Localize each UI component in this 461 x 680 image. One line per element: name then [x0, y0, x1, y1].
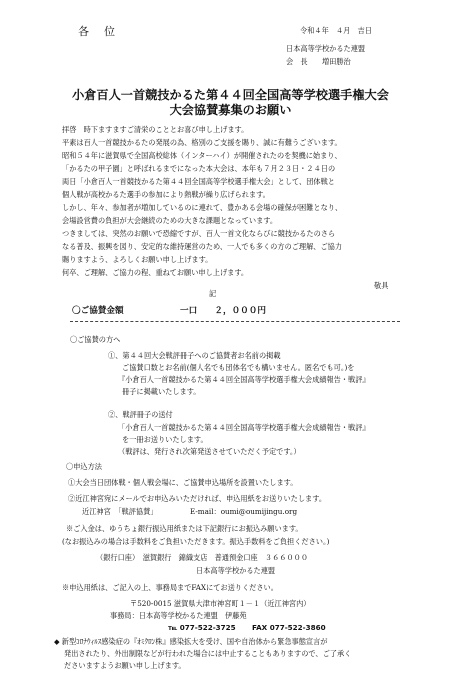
greeting-line: 「かるたの甲子園」と呼ばれるまでになった本大会は、本年も７月２３日・２４日の — [62, 164, 336, 173]
chair-name: 会 長 増田勝治 — [286, 57, 351, 66]
amount-label: 〇ご協賛金額 — [72, 306, 124, 316]
bank-account: （銀行口座） 滋賀銀行 錦織支店 普通預金口座 ３６６０００ — [96, 553, 309, 562]
greeting-line: 拝啓 時下ますますご清栄のこととお喜び申し上げます。 — [62, 125, 249, 134]
benefit-1-line: 冊子に掲載いたします。 — [122, 387, 201, 396]
benefits-heading: 〇ご協賛の方へ — [70, 335, 121, 344]
apply-email[interactable]: E-mail：oumi@oumijingu.org — [190, 507, 298, 516]
apply-line-2: ②近江神宮宛にメールでお申込みいただければ、申込用紙をお送りいたします。 — [68, 494, 327, 503]
greeting-line: 何卒、ご理解、ご協力の程、重ねてお願い申し上げます。 — [62, 268, 249, 277]
title-line-2: 大会協賛募集のお願い — [169, 103, 292, 117]
benefit-1-line: 『小倉百人一首競技かるた第４４回全国高等学校選手権大会成績報告・戦評』 — [118, 375, 370, 384]
addressee: 各 位 — [78, 25, 117, 38]
apply-fee-note: (なお振込みの場合は手数料をご負担いただきます。振込手数料をご負担ください。) — [62, 537, 330, 546]
apply-payment-note: ※ご入金は、ゆうちょ銀行振込用紙または下記銀行にお振込み願います。 — [66, 524, 303, 533]
greeting-line: 賜りますよう、よろしくお願い申し上げます。 — [62, 255, 213, 264]
benefit-2-title: ②、戦評冊子の送付 — [108, 410, 173, 419]
greeting-line: 個人戦が高校かるた選手の参加により熱戦が繰り広げられます。 — [62, 190, 270, 199]
apply-line-1: ①大会当日団体戦・個人戦会場に、ご協賛申込場所を設置いたします。 — [68, 478, 298, 487]
office-tel: ℡ 077-522-3725 — [168, 623, 236, 632]
greeting-line: 会場設営費の負担が大会継続のための大きな課題となっています。 — [62, 216, 278, 225]
issue-date: 令和４年 ４月 吉日 — [300, 26, 372, 35]
benefit-2-line: を一冊お送りいたします。 — [122, 435, 208, 444]
office-label: 事務局：日本高等学校かるた連盟 伊藤苑 — [110, 611, 247, 620]
greeting-line: なる普及、振興を図り、安定的な維持運営のため、一人でも多くの方のご理解、ご協力 — [62, 242, 343, 251]
title-line-1: 小倉百人一首競技かるた第４４回全国高等学校選手権大会 — [72, 88, 389, 102]
bank-holder: 日本高等学校かるた連盟 — [196, 566, 276, 575]
greeting-line: 両日「小倉百人一首競技かるた第４４回全国高等学校選手権大会」として、団体戦と — [62, 177, 335, 186]
notice-line: ◆ 新型ｺﾛﾅｳｨﾙｽ感染症の『ｵﾐｸﾛﾝ株』感染拡大を受け、国や自治体から緊急事態宣言が — [54, 637, 328, 646]
organization-name: 日本高等学校かるた連盟 — [286, 44, 366, 53]
closing-word: 敬具 — [374, 281, 389, 290]
benefit-1-line: ご協賛口数とお名前(個人名でも団体名でも構いません。匿名でも可。)を — [122, 363, 355, 372]
greeting-line: しかし、年々、参加者が増加しているのに連れて、豊かある会場の確保が困難となり、 — [62, 203, 343, 212]
benefit-2-line: 「小倉百人一首競技かるた第４４回全国高等学校選手権大会成績報告・戦評』 — [118, 423, 370, 432]
office-fax: FAX 077-522-3860 — [252, 623, 326, 632]
apply-form-note: ※申込用紙は、ご記入の上、事務局までFAXにてお送りください。 — [62, 583, 278, 592]
notice-line: ださいますようお願い申し上げます。 — [64, 661, 186, 670]
apply-heading: 〇申込方法 — [66, 462, 102, 471]
apply-contact-label: 近江神宮 「戦評協賛」 — [82, 507, 158, 516]
notice-line: 発出されたり、外出制限などが行われた場合には中止することもありますので、ご了承く — [64, 649, 352, 658]
greeting-line: つきましては、突然のお願いで恐縮ですが、百人一首文化ならびに競技かるたのさら — [62, 229, 336, 238]
amount-divider — [70, 321, 400, 322]
ki-mark: 記 — [209, 289, 217, 298]
benefit-2-line: （戦評は、発行され次第発送させていただく予定です。） — [118, 447, 301, 456]
amount-value: 一口 ２，０００円 — [180, 306, 266, 316]
office-address: 〒520-0015 滋賀県大津市神宮町１－１（近江神宮内） — [130, 599, 311, 608]
benefit-1-title: ①、第４４回大会戦評冊子へのご協賛者お名前の掲載 — [108, 351, 281, 360]
greeting-line: 昭和５４年に滋賀県で全国高校総体（インターハイ）が開催されたのを契機に始まり、 — [62, 151, 342, 160]
greeting-line: 平素は百人一首競技かるたの発展の為、格別のご支援を賜り、誠に有難うございます。 — [62, 138, 342, 147]
